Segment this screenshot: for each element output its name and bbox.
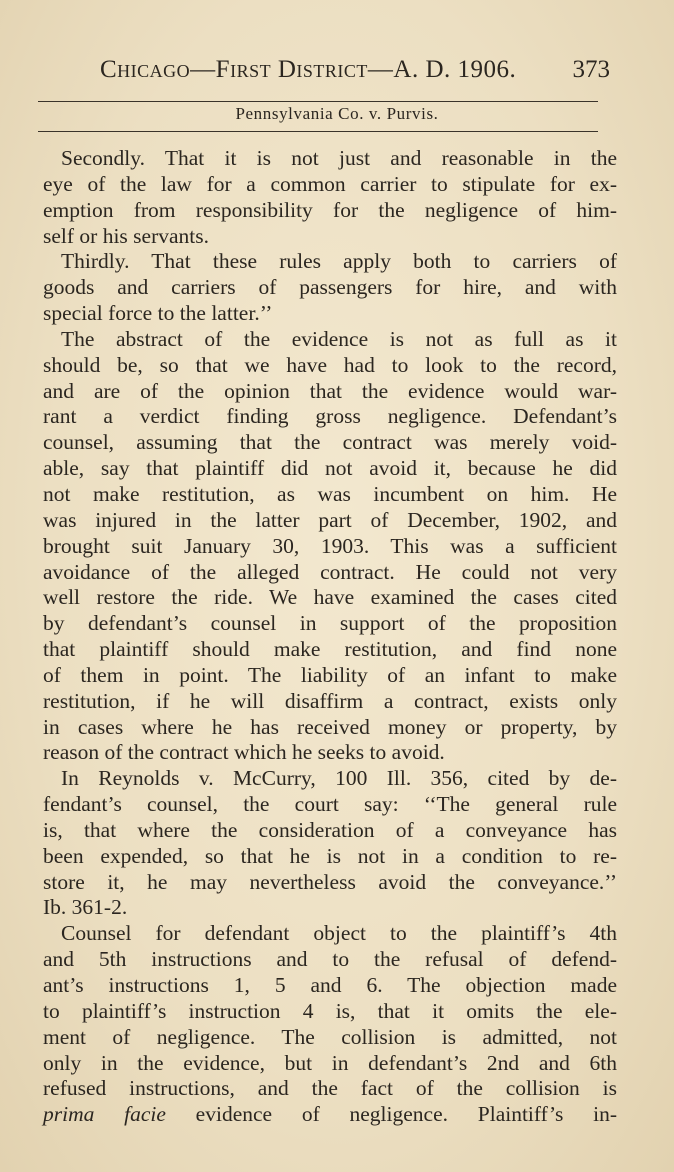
header-rule-top bbox=[38, 101, 598, 102]
text-line: emption from responsibility for the negligence of him- bbox=[43, 197, 617, 222]
text-line: ment of negligence. The collision is admitted, not bbox=[43, 1024, 617, 1049]
text-line: in cases where he has received money or property, by bbox=[43, 714, 617, 739]
text-line: The abstract of the evidence is not as full as it bbox=[61, 326, 617, 351]
text-line: store it, he may nevertheless avoid the conveyance.’’ bbox=[43, 869, 617, 894]
italic-phrase: prima facie bbox=[43, 1102, 166, 1127]
text-line: been expended, so that he is not in a condition to re- bbox=[43, 843, 617, 868]
text-line: eye of the law for a common carrier to stipulate for ex- bbox=[43, 171, 617, 196]
running-title: Chicago—First District—A. D. 1906. bbox=[100, 56, 517, 83]
text-line: counsel, assuming that the contract was merely void- bbox=[43, 430, 617, 455]
text-line: special force to the latter.’’ bbox=[43, 301, 273, 326]
text-line: by defendant’s counsel in support of the proposition bbox=[43, 611, 617, 636]
case-title: Pennsylvania Co. v. Purvis. bbox=[235, 104, 439, 123]
text-line: ant’s instructions 1, 5 and 6. The objection made bbox=[43, 973, 617, 997]
text-line: not make restitution, as was incumbent on him. He bbox=[43, 481, 617, 506]
text-line: and are of the opinion that the evidence would war- bbox=[43, 378, 617, 403]
final-line-rest: evidence of negligence. Plaintiff’s in- bbox=[165, 1102, 618, 1127]
text-line: goods and carriers of passengers for hire, and with bbox=[43, 275, 617, 300]
text-line: In Reynolds v. McCurry, 100 Ill. 356, cited by de- bbox=[61, 766, 617, 791]
text-line: self or his servants. bbox=[43, 223, 209, 248]
text-line: should be, so that we have had to look to the record, bbox=[43, 352, 617, 377]
text-line: Secondly. That it is not just and reasonable in the bbox=[61, 146, 617, 170]
text-line: reason of the contract which he seeks to avoid. bbox=[43, 740, 445, 765]
text-line: rant a verdict finding gross negligence. Defendant’s bbox=[43, 404, 617, 429]
header-rule-bottom bbox=[38, 131, 598, 132]
text-line: only in the evidence, but in defendant’s 2nd and 6th bbox=[43, 1050, 617, 1075]
text-line: that plaintiff should make restitution, and find none bbox=[43, 637, 617, 662]
text-line: and 5th instructions and to the refusal of defend- bbox=[43, 947, 617, 972]
page-number: 373 bbox=[572, 56, 610, 83]
text-line: is, that where the consideration of a conveyance has bbox=[43, 817, 617, 842]
text-line: well restore the ride. We have examined the cases cited bbox=[43, 585, 617, 610]
text-line: was injured in the latter part of December, 1902, and bbox=[43, 507, 617, 532]
text-line: Thirdly. That these rules apply both to carriers of bbox=[61, 249, 617, 274]
running-head bbox=[100, 56, 610, 90]
text-line: fendant’s counsel, the court say: ‘‘The general rule bbox=[43, 792, 617, 817]
text-line: of them in point. The liability of an infant to make bbox=[43, 662, 617, 687]
text-line: restitution, if he will disaffirm a contract, exists only bbox=[43, 688, 617, 713]
text-line: refused instructions, and the fact of the collision is bbox=[43, 1076, 617, 1101]
text-line: Counsel for defendant object to the plaintiff’s 4th bbox=[61, 921, 617, 946]
body-text bbox=[43, 146, 617, 1128]
text-line-final bbox=[43, 1102, 617, 1128]
text-line: avoidance of the alleged contract. He could not very bbox=[43, 559, 617, 584]
text-line: able, say that plaintiff did not avoid it, because he did bbox=[43, 456, 617, 481]
text-line: to plaintiff’s instruction 4 is, that it omits the ele- bbox=[43, 998, 617, 1023]
text-line: brought suit January 30, 1903. This was a sufficient bbox=[43, 533, 617, 558]
text-line: Ib. 361-2. bbox=[43, 895, 128, 920]
